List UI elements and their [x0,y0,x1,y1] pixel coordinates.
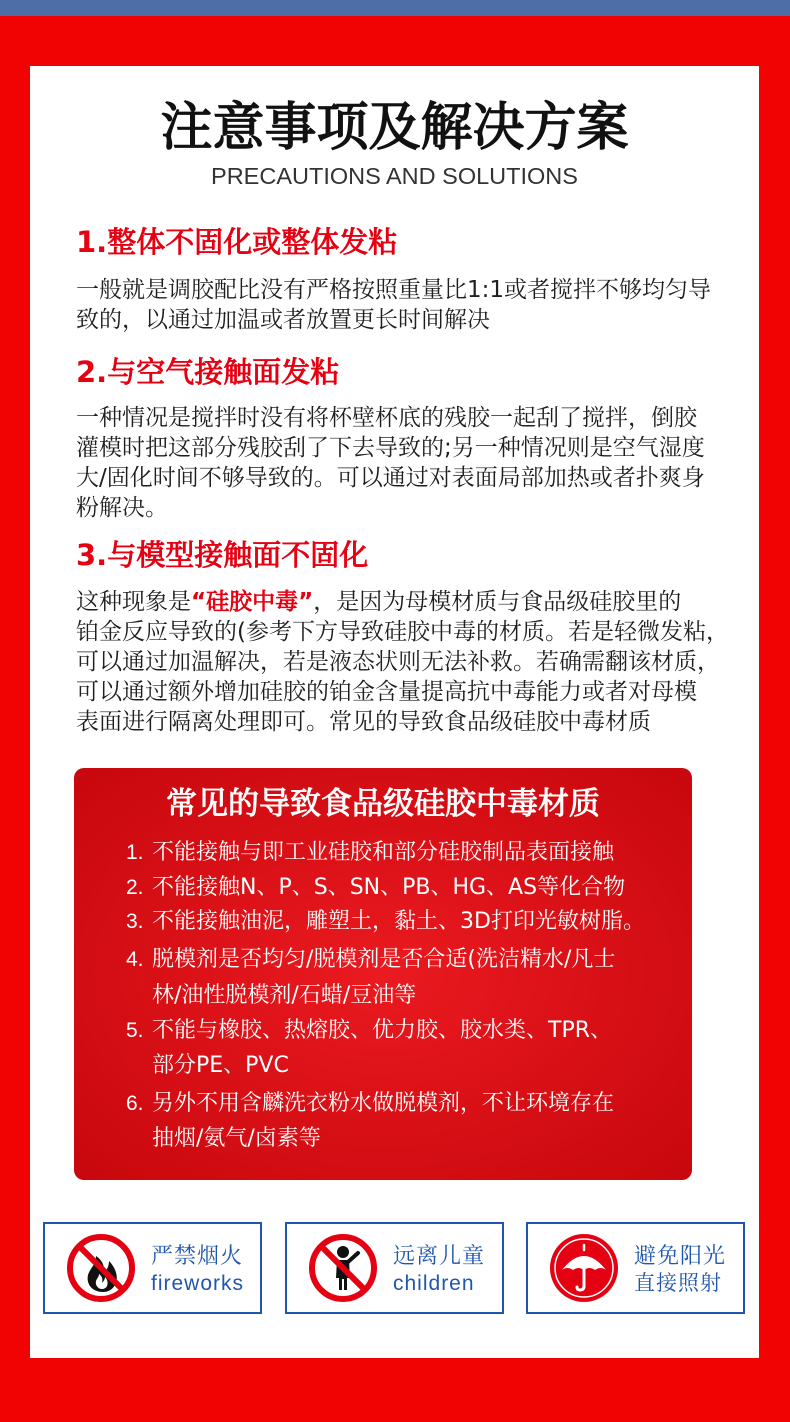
text-line: 灌模时把这部分残胶刮了下去导致的;另一种情况则是空气湿度 [76,435,705,461]
keep-away-from-children-icon [307,1232,379,1304]
text-line: 大/固化时间不够导致的。可以通过对表面局部加热或者扑爽身 [76,465,705,491]
text-line: 可以通过加温解决，若是液态状则无法补救。若确需翻该材质， [76,649,720,675]
section-heading-3: 3.与模型接触面不固化 [76,538,369,572]
child-head [337,1246,349,1258]
warning-sign-sunlight [526,1222,745,1314]
item-number: 5. [126,1019,144,1042]
section-heading-2: 2.与空气接触面发粘 [76,355,340,389]
materials-box [74,768,692,1180]
highlight-term: “硅胶中毒” [191,589,314,615]
item-number: 2. [126,876,144,899]
content-panel [30,66,759,1358]
item-text: 部分PE、PVC [152,1053,289,1078]
no-fireworks-icon [65,1232,137,1304]
section-3-text [76,587,756,737]
item-number: 3. [126,910,144,933]
item-text: 抽烟/氨气/卤素等 [152,1126,321,1151]
text-segment: ，是因为母模材质与食品级硅胶里的 [313,589,682,615]
item-text: 林/油性脱模剂/石蜡/豆油等 [152,983,417,1008]
text-line: 可以通过额外增加硅胶的铂金含量提高抗中毒能力或者对母模 [76,679,697,705]
warning-sign-fireworks [43,1222,262,1314]
item-number: 4. [126,948,144,971]
text-segment: 这种现象是 [76,589,191,615]
warning-label-en: fireworks [151,1272,245,1295]
warning-label-cn: 严禁烟火 [151,1243,244,1268]
section-heading-1: 1.整体不固化或整体发粘 [76,225,398,259]
page-subtitle: PRECAUTIONS AND SOLUTIONS [211,163,578,189]
item-text: 不能接触与即工业硅胶和部分硅胶制品表面接触 [152,840,615,865]
warning-label-en: children [393,1272,475,1295]
text-line: 致的，以通过加温或者放置更长时间解决 [76,307,490,333]
text-line: 一种情况是搅拌时没有将杯壁杯底的残胶一起刮了搅拌，倒胶 [76,405,697,431]
warning-sign-children [285,1222,504,1314]
item-text: 不能接触N、P、S、SN、PB、HG、AS等化合物 [152,875,626,900]
section-1-text [76,275,756,335]
text-line: 表面进行隔离处理即可。常见的导致食品级硅胶中毒材质 [76,709,651,735]
top-accent-strip [0,0,790,16]
item-text: 不能与橡胶、热熔胶、优力胶、胶水类、TPR、 [152,1018,612,1043]
item-text: 脱模剂是否均匀/脱模剂是否合适(洗洁精水/凡士 [152,947,616,972]
text-line: 铂金反应导致的(参考下方导致硅胶中毒的材质。若是轻微发粘， [76,619,729,645]
warning-label-cn: 远离儿童 [393,1243,486,1268]
item-number: 6. [126,1092,144,1115]
text-line: 粉解决。 [76,495,168,521]
item-text: 不能接触油泥，雕塑土，黏土、3D打印光敏树脂。 [152,909,645,934]
text-line [76,587,756,617]
section-2-text [76,403,756,523]
materials-box-title: 常见的导致食品级硅胶中毒材质 [166,786,600,822]
warning-label-cn: 直接照射 [634,1272,722,1295]
warning-label-cn: 避免阳光 [634,1243,727,1268]
item-text: 另外不用含麟洗衣粉水做脱模剂，不让环境存在 [152,1091,615,1116]
item-number: 1. [126,841,144,864]
page-title: 注意事项及解决方案 [160,98,629,158]
text-line: 一般就是调胶配比没有严格按照重量比1:1或者搅拌不够均匀导 [76,277,712,303]
umbrella-icon [548,1232,620,1304]
